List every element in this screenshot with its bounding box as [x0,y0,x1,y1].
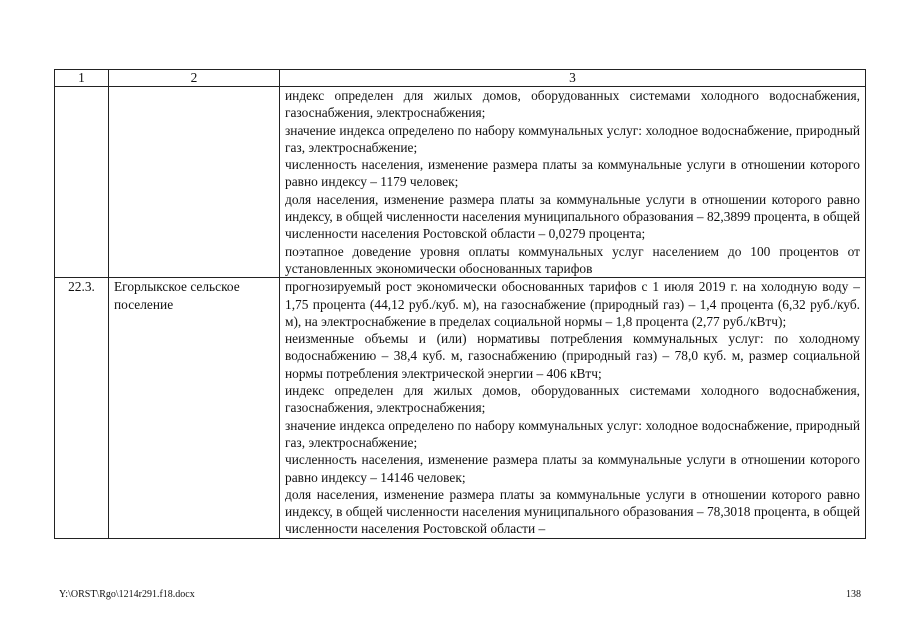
paragraph: значение индекса определено по набору коммунальных услуг: холодное водоснабжение, природный газ, электроснабжение; [285,417,860,450]
document-table [54,69,866,539]
paragraph: неизменные объемы и (или) нормативы потребления коммунальных услуг: по холодному водоснабжению – 38,4 куб. м, газоснабжению (природный газ) – 78,0 куб. м, размер социальной нормы потребления электрической энергии – 406 кВтч; [285,331,860,381]
table-row [55,87,866,278]
column-header-3: 3 [280,70,866,87]
paragraph: индекс определен для жилых домов, оборудованных системами холодного водоснабжения, газоснабжения, электроснабжения; [285,88,860,121]
paragraph: доля населения, изменение размера платы за коммунальные услуги в отношении которого равно индексу, в общей численности населения муниципального образования – 82,3899 процента, в общей численности населения Ростовской области – 0,0279 процента; [285,191,860,242]
table-header-row [55,70,866,87]
paragraph: прогнозируемый рост экономически обоснованных тарифов с 1 июля 2019 г. на холодную воду – 1,75 процента (44,12 руб./куб. м), на газоснабжение (природный газ) – 1,4 процента (6,32 руб./куб. м), на электроснабжение в пределах социальной нормы – 1,8 процента (2,77 руб./кВтч); [285,279,860,329]
settlement-name-cell: Егорлыкское сельское поселение [109,278,280,538]
row-number-cell [55,87,109,278]
column-header-2: 2 [109,70,280,87]
paragraph: численность населения, изменение размера платы за коммунальные услуги в отношении которого равно индексу – 14146 человек; [285,452,860,485]
paragraph: индекс определен для жилых домов, оборудованных системами холодного водоснабжения, газоснабжения, электроснабжения; [285,383,860,416]
paragraph: численность населения, изменение размера платы за коммунальные услуги в отношении которого равно индексу – 1179 человек; [285,157,860,190]
paragraph: доля населения, изменение размера платы за коммунальные услуги в отношении которого равно индексу, в общей численности населения муниципального образования – 78,3018 процента, в общей численности населения Ростовской области – [285,486,860,537]
paragraph: значение индекса определено по набору коммунальных услуг: холодное водоснабжение, природный газ, электроснабжение; [285,122,860,155]
description-cell [280,278,866,538]
description-cell [280,87,866,278]
paragraph: поэтапное доведение уровня оплаты коммунальных услуг населением до 100 процентов от установленных экономически обоснованных тарифов [285,243,860,276]
table-row [55,278,866,538]
footer-file-path: Y:\ORST\Rgo\1214r291.f18.docx [59,589,195,600]
page-number: 138 [846,589,861,600]
settlement-name-cell [109,87,280,278]
row-number-cell: 22.3. [55,278,109,538]
column-header-1: 1 [55,70,109,87]
